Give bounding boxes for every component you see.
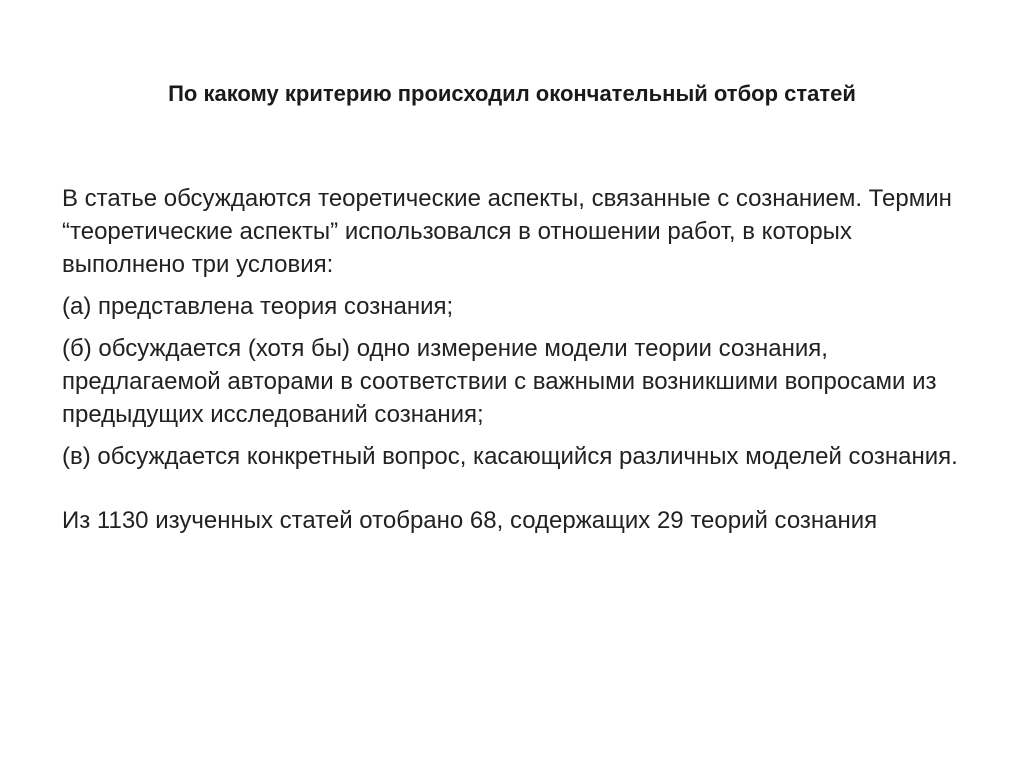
condition-c: (в) обсуждается конкретный вопрос, касающийся различных моделей сознания. — [62, 443, 958, 470]
condition-a: (а) представлена теория сознания; — [62, 293, 454, 320]
intro-paragraph: В статье обсуждаются теоретические аспекты, связанные с сознанием. Термин “теоретические аспекты” использовался в отношении работ, в которых выполнено три условия: — [62, 185, 952, 278]
slide-body — [62, 182, 962, 546]
condition-b: (б) обсуждается (хотя бы) одно измерение модели теории сознания, предлагаемой авторами в соответствии с важными возникшими вопросами из предыдущих исследований сознания; — [62, 335, 937, 428]
summary-paragraph: Из 1130 изученных статей отобрано 68, содержащих 29 теорий сознания — [62, 507, 878, 534]
slide-title: По какому критерию происходил окончательный отбор статей — [168, 81, 856, 106]
